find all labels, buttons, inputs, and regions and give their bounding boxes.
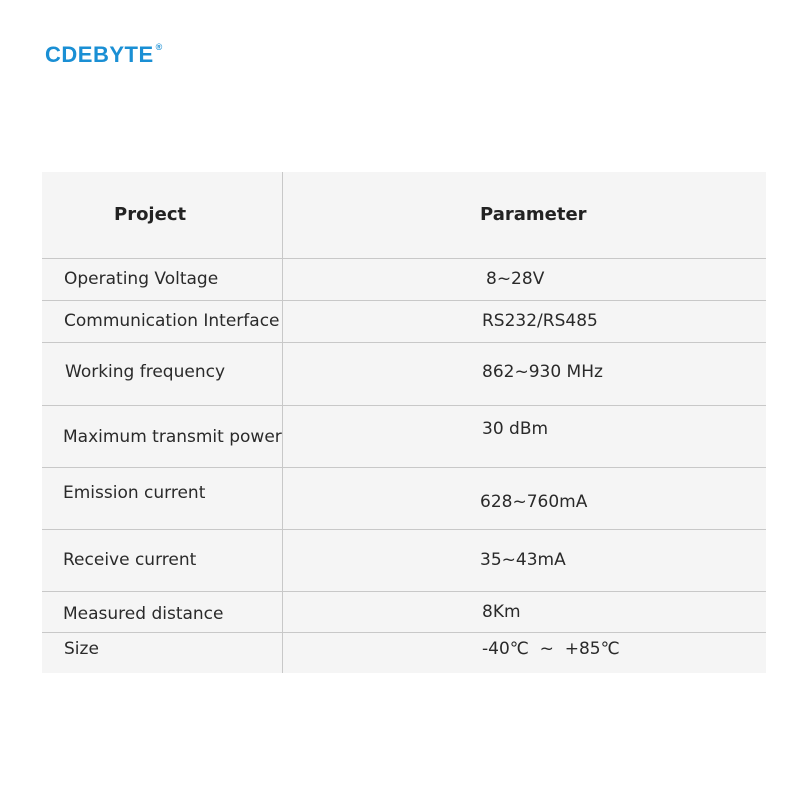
row-divider: [42, 405, 766, 406]
row-divider: [42, 258, 766, 259]
row-divider: [42, 632, 766, 633]
column-divider: [282, 172, 283, 673]
row-parameter: 862~930 MHz: [482, 362, 603, 382]
brand-logo: [45, 42, 163, 68]
row-project: Measured distance: [63, 604, 224, 624]
row-project: Operating Voltage: [64, 269, 219, 289]
row-divider: [42, 591, 766, 592]
row-divider: [42, 529, 766, 530]
row-divider: [42, 342, 766, 343]
brand-name: CDEBYTE: [45, 42, 154, 67]
row-project: Working frequency: [65, 362, 226, 382]
row-divider: [42, 300, 766, 301]
row-parameter: RS232/RS485: [482, 311, 598, 331]
header-parameter: Parameter: [480, 204, 587, 225]
row-project: Receive current: [63, 550, 197, 570]
row-parameter: -40℃ ~ +85℃: [482, 639, 620, 659]
row-parameter: 8Km: [482, 602, 521, 622]
row-divider: [42, 467, 766, 468]
row-project: Communication Interface: [64, 311, 280, 331]
row-parameter: 30 dBm: [482, 419, 549, 439]
row-parameter: 628~760mA: [480, 492, 588, 512]
row-project: Maximum transmit power: [63, 427, 282, 447]
header-project: Project: [114, 204, 187, 225]
row-parameter: 8~28V: [486, 269, 545, 289]
row-parameter: 35~43mA: [480, 550, 566, 570]
registered-mark: ®: [155, 41, 163, 52]
row-project: Emission current: [63, 483, 206, 503]
row-project: Size: [64, 639, 99, 659]
spec-table: [42, 172, 766, 673]
